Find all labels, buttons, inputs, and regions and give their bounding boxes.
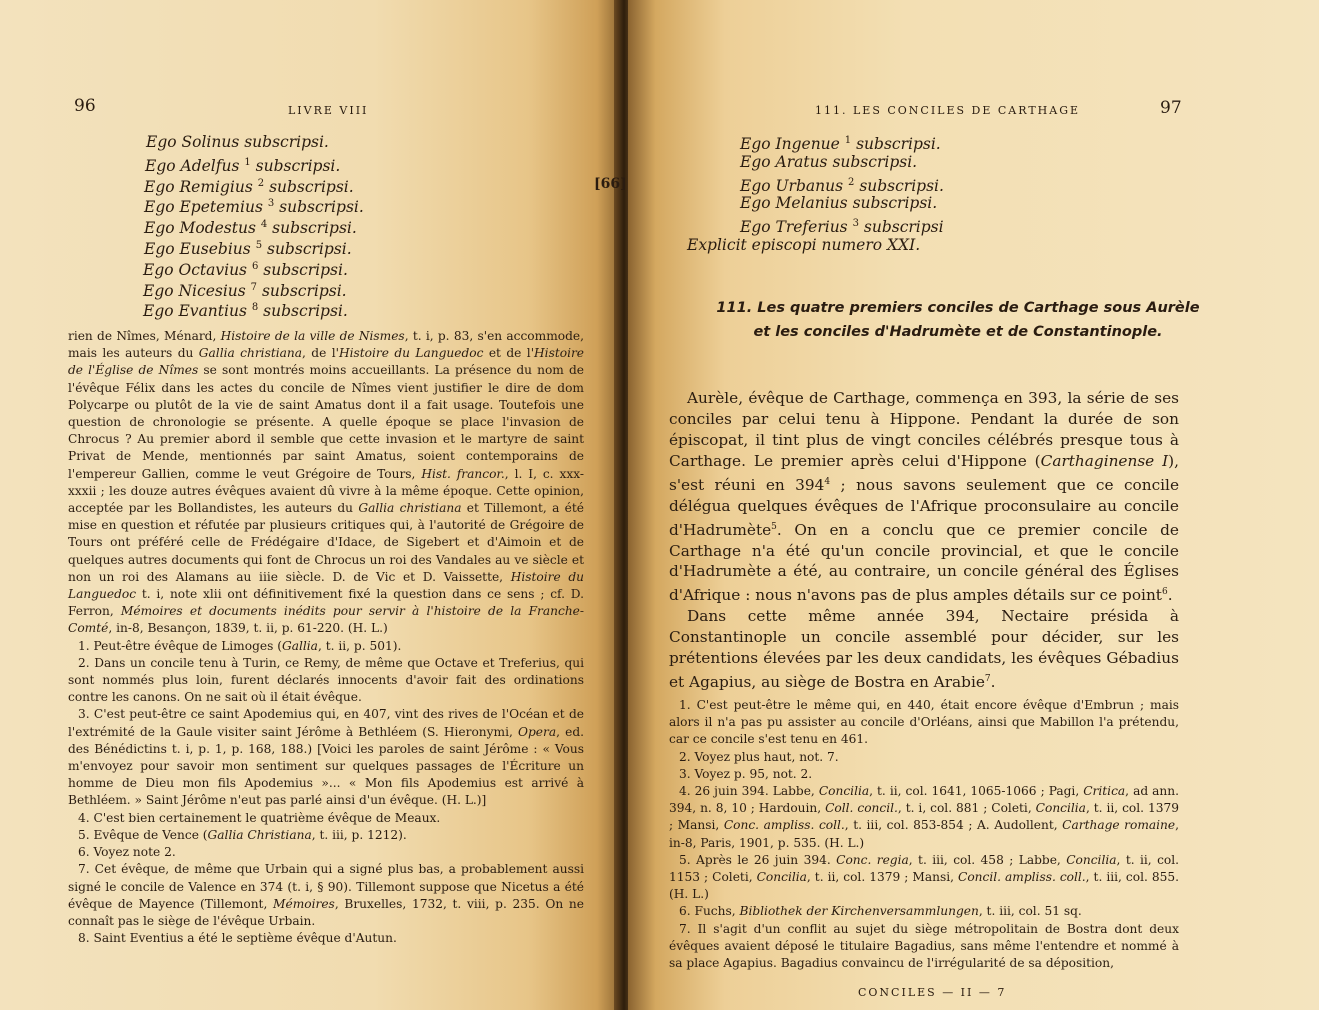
- signature-line: Ego Adelfus $^1$ subscripsi.: [145, 156, 341, 175]
- explicit-line: Explicit episcopi numero XXI.: [687, 235, 921, 254]
- footnote-3: 3. C'est peut-être ce saint Apodemius qui, en 407, vint des rives de l'Océan et de l'extrémité de la Gaule visiter saint Jérôme à Bethléem (S. Hieronymi, Opera, ed. des Bénédictins t. i, p. 1, p. 168, 188.) [Voici les paroles de saint Jérôme : « Vous m'envoyez pour savoir mon sentiment sur quelques passages de l'Écriture un homme de Dieu mon fils Apodemius »... « Mon fils Apodemius est arrivé à Bethléem. » Saint Jérôme n'eut pas parlé ainsi d'un évêque. (H. L.)]: [68, 707, 584, 808]
- signature-line: Ego Solinus subscripsi.: [146, 133, 329, 151]
- main-text: [669, 388, 1179, 693]
- footnote-2: 2. Voyez plus haut, not. 7.: [679, 749, 839, 764]
- signature-line: Ego Modestus $^4$ subscripsi.: [144, 219, 357, 238]
- footnote-5: 5. Evêque de Vence (Gallia Christiana, t. iii, p. 1212).: [78, 827, 407, 842]
- paragraph-1: Aurèle, évêque de Carthage, commença en 393, la série de ses conciles par celui tenu à Hippone. Pendant la durée de son épiscopat, il tint plus de vingt conciles célébrés presque tous à Carthage. Le premier après celui d'Hippone (Carthaginense I), s'est réuni en $394^4$ ; nous savons seulement que ce concile délégua quelques évêques de l'Afrique proconsulaire au concile d'Hadrumète$^5$. On en a conclu que ce premier concile de Carthage n'a été qu'un concile provincial, et que le concile d'Hadrumète a été, au contraire, un concile général des Églises d'Afrique : nous n'avons pas de plus amples détails sur ce point$^6$.: [669, 389, 1180, 605]
- signature-line: Ego Remigius $^2$ subscripsi.: [144, 177, 354, 196]
- left-footnotes: [68, 328, 584, 947]
- signature-mark: CONCILES — II — 7: [858, 986, 1007, 999]
- signature-line: Ego Eusebius $^5$ subscripsi.: [144, 239, 352, 259]
- continued-note: rien de Nîmes, Ménard, Histoire de la ville de Nismes, t. i, p. 83, s'en accommode, mais les auteurs du Gallia christiana, de l'Histoire du Languedoc et de l'Histoire de l'Église de Nîmes se sont montrés moins accueillants. La présence du nom de l'évêque Félix dans les actes du concile de Nîmes vient justifier le dire de dom Polycarpe ou plutôt de la vie de saint Amatus dont il a fait usage. Toutefois une question de chronologie se présente. A quelle époque se place l'invasion de Chrocus ? Au premier abord il semble que cette invasion et le martyre de saint Privat de Mende, mentionnés par saint Amatus, soient contemporains de l'empereur Gallien, comme le veut Grégoire de Tours, Hist. francor., l. I, c. xxx-xxxii ; les douze autres évêques avaient dû vivre à la même époque. Cette opinion, acceptée par les Bollandistes, les auteurs du Gallia christiana et Tillemont, a été mise en question et réfutée par plusieurs critiques qui, à l'autorité de Grégoire de Tours ont préféré celle de Frédégaire d'Idace, de Sigebert et d'Aimoin et de quelques autres documents qui font de Chrocus un roi des Vandales au ve siècle et non un roi des Alamans au iiie siècle. D. de Vic et D. Vaissette, Histoire du Languedoc t. i, note xlii ont définitivement fixé la question dans ce sens ; cf. D. Ferron, Mémoires et documents inédits pour servir à l'histoire de la Franche-Comté, in-8, Besançon, 1839, t. ii, p. 61-220. (H. L.): [68, 329, 585, 636]
- footnote-6: 6. Fuchs, Bibliothek der Kirchenversammlungen, t. iii, col. 51 sq.: [679, 904, 1082, 919]
- footnote-7: 7. Cet évêque, de même que Urbain qui a signé plus bas, a probablement aussi signé le concile de Valence en 374 (t. i, § 90). Tillemont suppose que Nicetus a été évêque de Mayence (Tillemont, Mémoires, Bruxelles, 1732, t. viii, p. 235. On ne connaît pas le siège de l'évêque Urbain.: [68, 862, 584, 928]
- footnote-1: 1. Peut-être évêque de Limoges (Gallia, t. ii, p. 501).: [78, 638, 402, 653]
- left-page: [0, 0, 622, 1010]
- footnote-6: 6. Voyez note 2.: [78, 845, 176, 860]
- footnote-8: 8. Saint Eventius a été le septième évêque d'Autun.: [78, 931, 397, 946]
- signature-line: Ego Evantius $^8$ subscripsi.: [143, 302, 348, 321]
- footnote-4: 4. 26 juin 394. Labbe, Concilia, t. ii, col. 1641, 1065-1066 ; Pagi, Critica, ad ann. 394, n. 8, 10 ; Hardouin, Coll. concil., t. i, col. 881 ; Coleti, Concilia, t. ii, col. 1379 ; Mansi, Conc. ampliss. coll., t. iii, col. 853-854 ; A. Audollent, Carthage romaine, in-8, Paris, 1901, p. 535. (H. L.): [669, 784, 1180, 850]
- left-folio: 96: [74, 96, 96, 116]
- left-signature-list: [143, 132, 364, 321]
- left-running-head: LIVRE VIII: [288, 104, 369, 117]
- right-signature-list: [687, 131, 944, 256]
- right-page: [628, 0, 1319, 1010]
- signature-line: Ego Nicesius $^7$ subscripsi.: [143, 281, 347, 300]
- footnote-4: 4. C'est bien certainement le quatrième évêque de Meaux.: [78, 810, 441, 825]
- signature-line: Ego Aratus subscripsi.: [740, 152, 918, 171]
- signature-line: Ego Urbanus $^2$ subscripsi.: [740, 176, 944, 195]
- paragraph-2: Dans cette même année 394, Nectaire présida à Constantinople un concile assemblé pour décider, sur les prétentions élevées par les deux candidats, les évêques Gébadius et Agapius, au siège de Bostra en Arabie$^7$.: [669, 607, 1179, 692]
- section-title: 111. Les quatre premiers conciles de Carthage sous Aurèle et les conciles d'Hadrumète et de Constantinople.: [716, 300, 1200, 340]
- footnote-1: 1. C'est peut-être le même qui, en 440, était encore évêque d'Embrun ; mais alors il n'a pas pu assister au concile d'Orléans, ainsi que Mabillon l'a prétendu, car ce concile s'est tenu en 461.: [669, 698, 1179, 747]
- footnote-5: 5. Après le 26 juin 394. Conc. regia, t. iii, col. 458 ; Labbe, Concilia, t. ii, col. 1153 ; Coleti, Concilia, t. ii, col. 1379 ; Mansi, Concil. ampliss. coll., t. iii, col. 855. (H. L.): [669, 852, 1180, 902]
- signature-line: Ego Octavius $^6$ subscripsi.: [143, 260, 348, 279]
- footnote-3: 3. Voyez p. 95, not. 2.: [679, 766, 813, 781]
- footnote-7: 7. Il s'agit d'un conflit au sujet du siège métropolitain de Bostra dont deux évêques avaient déposé le titulaire Bagadius, sans même l'entendre et nommé à sa place Agapius. Bagadius convaincu de l'irrégularité de sa déposition,: [669, 921, 1179, 971]
- right-running-head: 111. LES CONCILES DE CARTHAGE: [815, 104, 1081, 117]
- signature-line: Ego Ingenue $^1$ subscripsi.: [740, 135, 941, 154]
- right-footnotes: [669, 697, 1179, 972]
- signature-line: Ego Treferius $^3$ subscripsi: [740, 218, 944, 237]
- footnote-2: 2. Dans un concile tenu à Turin, ce Remy, de même que Octave et Treferius, qui sont nommés plus loin, furent déclarés innocents d'avoir fait des ordinations contre les canons. On ne sait où il était évêque.: [68, 655, 584, 705]
- signature-line: Ego Melanius subscripsi.: [740, 194, 938, 213]
- signature-line: Ego Epetemius $^3$ subscripsi.: [144, 198, 364, 217]
- margin-page-mark: [66]: [594, 176, 627, 192]
- right-folio: 97: [1160, 98, 1182, 118]
